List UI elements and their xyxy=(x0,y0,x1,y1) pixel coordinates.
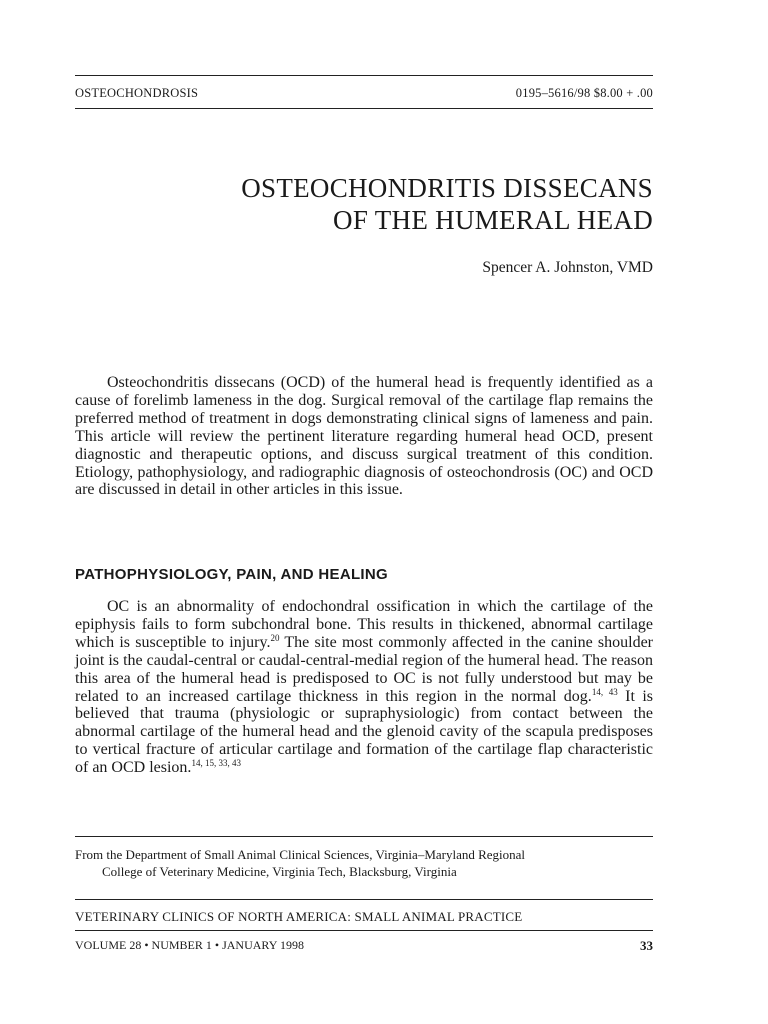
paragraph-text: OC is an abnormality of endochondral ossification in which the cartilage of the epiphysis fails to form subchondral bone. This results in thickened, abnormal cartilage which is susceptible to injury. xyxy=(75,598,653,651)
paragraph-text: The site most commonly affected in the canine shoulder joint is the caudal-central or caudal-central-medial region of the humeral head. The reason this area of the humeral head is predisposed to OC is not fully understood but may be related to an increased cartilage thickness in this region in the normal dog. xyxy=(75,633,654,705)
top-rule xyxy=(75,75,653,76)
citation-ref: 14, 15, 33, 43 xyxy=(191,758,241,769)
page-footer xyxy=(75,938,653,954)
running-head xyxy=(75,86,653,101)
section-heading: PATHOPHYSIOLOGY, PAIN, AND HEALING xyxy=(75,566,388,583)
abstract xyxy=(75,374,653,499)
footnote-rule xyxy=(75,836,653,837)
author-byline: Spencer A. Johnston, VMD xyxy=(482,259,653,276)
section-body xyxy=(75,598,653,777)
affiliation-footnote xyxy=(75,846,653,880)
paragraph-text: It is believed that trauma (physiologic or supraphysiologic) from contact between the abnormal cartilage of the humeral head and the glenoid cavity of the scapula predisposes to vertical fracture of articular cartilage and formation of the cartilage flap characteristic of an OCD lesion. xyxy=(75,687,654,777)
affiliation-line-2: College of Veterinary Medicine, Virginia Tech, Blacksburg, Virginia xyxy=(102,864,457,879)
citation-ref: 14, 43 xyxy=(591,686,618,697)
volume-info: VOLUME 28 • NUMBER 1 • JANUARY 1998 xyxy=(75,938,304,952)
journal-rule xyxy=(75,899,653,900)
article-title-line-1: OSTEOCHONDRITIS DISSECANS xyxy=(241,173,653,203)
article-title xyxy=(75,172,653,236)
running-head-price-code: 0195–5616/98 $8.00 + .00 xyxy=(515,86,653,100)
affiliation-line-1: From the Department of Small Animal Clinical Sciences, Virginia–Maryland Regional xyxy=(75,847,526,862)
citation-ref: 20 xyxy=(270,632,280,643)
page-number: 33 xyxy=(640,938,653,953)
article-title-line-2: OF THE HUMERAL HEAD xyxy=(333,205,653,235)
running-head-rule xyxy=(75,108,653,109)
section-paragraph xyxy=(75,598,653,777)
abstract-paragraph: Osteochondritis dissecans (OCD) of the humeral head is frequently identified as a cause of forelimb lameness in the dog. Surgical removal of the cartilage flap remains the preferred method of treatment in dogs demonstrating clinical signs of lameness and pain. This article will review the pertinent literature regarding humeral head OCD, present diagnostic and therapeutic options, and discuss surgical treatment of this condition. Etiology, pathophysiology, and radiographic diagnosis of osteochondrosis (OC) and OCD are discussed in detail in other articles in this issue. xyxy=(75,374,653,499)
journal-bottom-rule xyxy=(75,930,653,931)
running-head-title: OSTEOCHONDROSIS xyxy=(75,86,199,100)
journal-name: VETERINARY CLINICS OF NORTH AMERICA: SMALL ANIMAL PRACTICE xyxy=(75,909,523,924)
